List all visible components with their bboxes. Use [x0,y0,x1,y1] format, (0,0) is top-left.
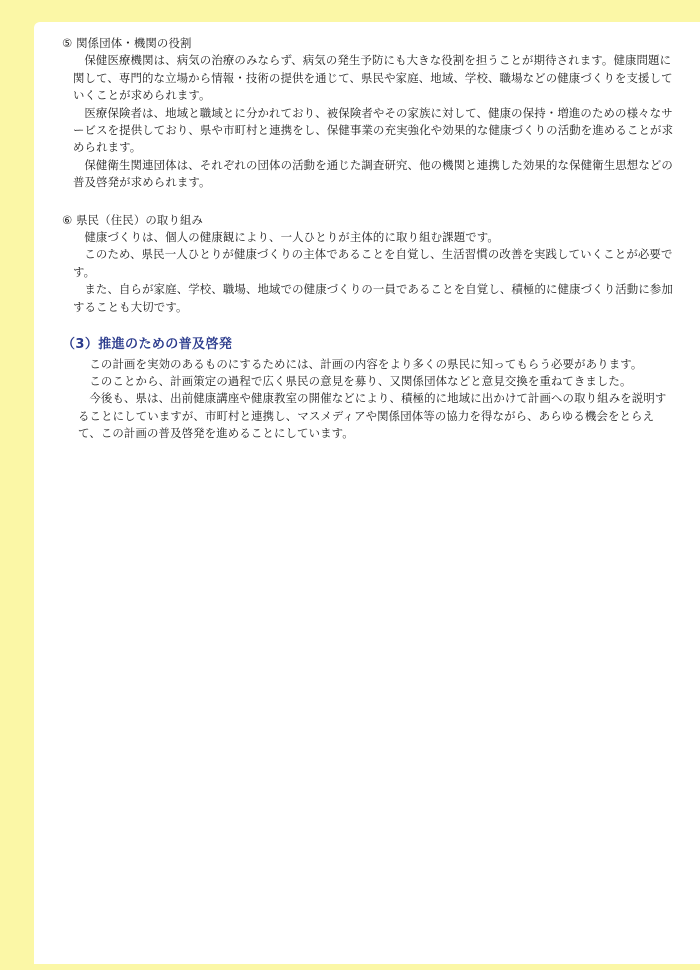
paragraph: この計画を実効のあるものにするためには、計画の内容をより多くの県民に知ってもらう必要があります。 [89,356,643,371]
paragraph: 保健医療機関は、病気の治療のみならず、病気の発生予防にも大きな役割を担うことが期待されます。健康問題に関して、専門的な立場から情報・技術の提供を通じて、県民や家庭、地域、学校、職場などの健康づくりを支援していくことが求められます。 [73,53,673,103]
major-section-heading: （3）推進のための普及啓発 [62,337,233,353]
section-residents-efforts [62,212,674,316]
document-page [34,22,700,964]
paragraph: 健康づくりは、個人の健康観により、一人ひとりが主体的に取り組む課題です。 [84,230,499,245]
section-heading: ⑥ 県民（住民）の取り組み [62,212,204,227]
section-heading: ⑤ 関係団体・機関の役割 [62,36,192,50]
section-promotion-awareness [62,336,674,442]
paragraph: このため、県民一人ひとりが健康づくりの主体であることを自覚し、生活習慣の改善を実践していくことが必要です。 [73,247,673,279]
paragraph: 保健衛生関連団体は、それぞれの団体の活動を通じた調査研究、他の機関と連携した効果的な保健衛生思想などの普及啓発が求められます。 [73,157,673,190]
paragraph: 今後も、県は、出前健康講座や健康教室の開催などにより、積極的に地域に出かけて計画への取り組みを説明することにしていますが、市町村と連携し、マスメディアや関係団体等の協力を得ながら、あらゆる機会をとらえて、この計画の普及啓発を進めることにしています。 [78,391,667,441]
paragraph: このことから、計画策定の過程で広く県民の意見を募り、又関係団体などと意見交換を重ねてきました。 [89,373,632,388]
paragraph: 医療保険者は、地域と職域とに分かれており、被保険者やその家族に対して、健康の保持・増進のための様々なサービスを提供しており、県や市町村と連携をし、保健事業の充実強化や効果的な健康づくりの活動を進めることが求められます。 [73,105,674,155]
section-related-organizations [62,35,674,192]
paragraph: また、自らが家庭、学校、職場、地域での健康づくりの一員であることを自覚し、積極的に健康づくり活動に参加することも大切です。 [73,282,673,314]
document-body [62,35,674,443]
